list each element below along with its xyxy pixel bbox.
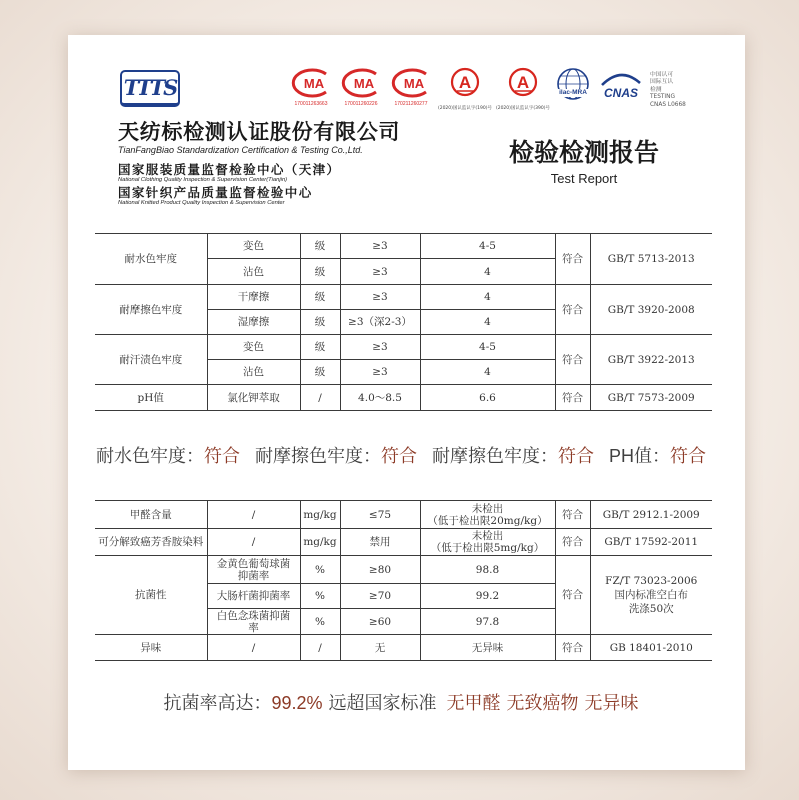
- table-row: [95, 335, 712, 360]
- cnas-line: 检测: [650, 86, 662, 93]
- standard-line: FZ/T 73023-2006: [605, 575, 698, 587]
- summary-verdict: 符合: [670, 446, 707, 466]
- cal-mark-2: [494, 66, 552, 112]
- sub-item-cell: 变色: [207, 335, 300, 360]
- verdict-cell: 符合: [555, 635, 590, 661]
- test-item-cell: 耐摩擦色牢度: [95, 285, 207, 335]
- clothing-center-en: National Clothing Quality Inspection & Supervision Center(Tianjin): [118, 177, 288, 183]
- requirement-cell: 4.0～8.5: [340, 385, 420, 411]
- requirement-cell: ≥3: [340, 234, 420, 259]
- cal-icon: [449, 66, 481, 98]
- summary-label: 抗菌率高达：: [163, 693, 272, 713]
- table-row: [95, 385, 712, 411]
- verdict-cell: 符合: [555, 529, 590, 556]
- cal-caption: (2020)国认监认字(190)号: [437, 106, 493, 111]
- result-cell: [420, 501, 555, 529]
- cma-icon: [289, 68, 333, 98]
- result-line: 未检出: [471, 530, 504, 542]
- summary-item: [255, 446, 417, 466]
- requirement-cell: ≥3: [340, 360, 420, 385]
- cma-icon: [389, 68, 433, 98]
- result-line: 未检出: [471, 502, 504, 515]
- result-line: （低于检出限20mg/kg）: [427, 514, 548, 527]
- test-item-cell: 抗菌性: [95, 556, 207, 635]
- test-item-cell: 异味: [95, 635, 207, 661]
- summary-verdict: 符合: [203, 446, 240, 466]
- cma-mark-1: [288, 68, 334, 107]
- unit-cell: %: [300, 556, 340, 584]
- test-item-cell: 可分解致癌芳香胺染料: [95, 529, 207, 556]
- result-line: （低于检出限5mg/kg）: [430, 542, 545, 554]
- sub-item-cell: /: [207, 501, 300, 529]
- ilac-mra-caption: ilac-MRA: [553, 89, 593, 97]
- sub-item-label: 金黄色葡萄球菌抑菌率: [216, 557, 291, 582]
- sub-item-cell: [207, 556, 300, 584]
- table-row: [95, 529, 712, 556]
- result-cell: 无异味: [420, 635, 555, 661]
- result-cell: 4-5: [420, 234, 555, 259]
- verdict-cell: 符合: [555, 385, 590, 411]
- claim-no-formaldehyde: 无甲醛: [446, 693, 501, 713]
- requirement-cell: ≥60: [340, 609, 420, 635]
- sub-item-cell: [207, 584, 300, 609]
- standard-cell: GB/T 17592-2011: [590, 529, 712, 556]
- result-cell: [420, 529, 555, 556]
- sub-item-label: 大肠杆菌抑菌率: [216, 590, 291, 602]
- verdict-cell: 符合: [555, 556, 590, 635]
- cnas-line: CNAS L0668: [650, 101, 686, 108]
- requirement-cell: ≤75: [340, 501, 420, 529]
- requirement-cell: ≥80: [340, 556, 420, 584]
- summary-label: 耐水色牢度：: [95, 446, 204, 466]
- sub-item-cell: /: [207, 635, 300, 661]
- standard-line: 国内标准空白布: [614, 589, 688, 601]
- cnas-icon: [598, 70, 644, 102]
- unit-cell: /: [300, 385, 340, 411]
- result-cell: 4: [420, 310, 555, 335]
- report-title: 检验检测报告: [508, 138, 659, 167]
- unit-cell: mg/kg: [300, 529, 340, 556]
- knitted-center-cn: 国家针织产品质量监督检验中心: [118, 185, 313, 200]
- unit-cell: %: [300, 609, 340, 635]
- standard-cell: GB/T 7573-2009: [590, 385, 712, 411]
- cma-number: 170211260277: [394, 101, 428, 107]
- result-cell: 4-5: [420, 335, 555, 360]
- standard-line: 洗涤50次: [628, 603, 674, 615]
- safety-antibacterial-table: [95, 500, 712, 661]
- claim-no-odor: 无异味: [584, 693, 639, 713]
- unit-cell: %: [300, 584, 340, 609]
- cma-number: 170011263663: [294, 101, 328, 107]
- svg-text:MA: MA: [353, 76, 375, 91]
- cal-icon: [507, 66, 539, 98]
- summary-label: PH值：: [609, 446, 671, 466]
- summary-label: 耐摩擦色牢度：: [432, 446, 558, 466]
- unit-cell: 级: [300, 310, 340, 335]
- result-cell: 97.8: [420, 609, 555, 635]
- antibacterial-summary: [60, 691, 742, 715]
- test-item-cell: 甲醛含量: [95, 501, 207, 529]
- cal-caption: (2020)国认监认字(390)号: [495, 106, 551, 111]
- ttts-logo: [120, 70, 180, 107]
- requirement-cell: ≥3（深2-3）: [340, 310, 420, 335]
- requirement-cell: ≥70: [340, 584, 420, 609]
- claim-no-carcinogen: 无致癌物: [506, 693, 579, 713]
- cnas-accreditation-text: [650, 72, 686, 109]
- unit-cell: /: [300, 635, 340, 661]
- summary-item: [432, 446, 594, 466]
- result-cell: 98.8: [420, 556, 555, 584]
- clothing-center-cn: 国家服装质量监督检验中心（天津）: [118, 162, 341, 177]
- summary-item: [96, 446, 240, 466]
- antibacterial-rate: 99.2%: [271, 693, 323, 713]
- company-name-cn: 天纺标检测认证股份有限公司: [118, 120, 401, 144]
- color-fastness-table: [95, 233, 712, 411]
- svg-text:MA: MA: [303, 76, 325, 91]
- standard-cell: GB 18401-2010: [590, 635, 712, 661]
- ilac-mra-mark: [553, 67, 593, 101]
- sub-item-cell: 氯化钾萃取: [207, 385, 300, 411]
- sub-item-cell: 变色: [207, 234, 300, 259]
- sub-item-cell: 湿摩擦: [207, 310, 300, 335]
- ttts-logo-text: TTTS: [123, 75, 177, 100]
- requirement-cell: ≥3: [340, 335, 420, 360]
- unit-cell: 级: [300, 285, 340, 310]
- verdict-cell: 符合: [555, 335, 590, 385]
- summary-item: [609, 446, 706, 466]
- requirement-cell: 禁用: [340, 529, 420, 556]
- sub-item-cell: /: [207, 529, 300, 556]
- result-cell: 4: [420, 259, 555, 285]
- unit-cell: mg/kg: [300, 501, 340, 529]
- summary-verdict: 符合: [380, 446, 417, 466]
- result-cell: 4: [420, 360, 555, 385]
- requirement-cell: ≥3: [340, 285, 420, 310]
- cma-icon: [339, 68, 383, 98]
- requirement-cell: ≥3: [340, 259, 420, 285]
- standard-cell: [590, 556, 712, 635]
- table-row: [95, 285, 712, 310]
- table-row: [95, 556, 712, 584]
- test-item-cell: 耐水色牢度: [95, 234, 207, 285]
- cnas-line: 国际互认: [650, 79, 674, 86]
- cal-mark-1: [436, 66, 494, 112]
- svg-text:MA: MA: [403, 76, 425, 91]
- verdict-cell: 符合: [555, 285, 590, 335]
- requirement-cell: 无: [340, 635, 420, 661]
- cnas-mark: [598, 70, 644, 102]
- table-row: [95, 234, 712, 259]
- sub-item-cell: 干摩擦: [207, 285, 300, 310]
- sub-item-cell: 沾色: [207, 259, 300, 285]
- summary-label: 耐摩擦色牢度：: [254, 446, 381, 466]
- unit-cell: 级: [300, 360, 340, 385]
- cma-mark-2: [338, 68, 384, 107]
- cma-number: 170011260226: [344, 101, 378, 107]
- result-cell: 6.6: [420, 385, 555, 411]
- verdict-cell: 符合: [555, 501, 590, 529]
- svg-text:CNAS: CNAS: [603, 86, 639, 100]
- sub-item-cell: [207, 609, 300, 635]
- cma-mark-3: [388, 68, 434, 107]
- svg-text:A: A: [516, 73, 530, 92]
- standard-cell: GB/T 5713-2013: [590, 234, 712, 285]
- result-cell: 99.2: [420, 584, 555, 609]
- test-item-cell: pH值: [95, 385, 207, 411]
- result-cell: 4: [420, 285, 555, 310]
- unit-cell: 级: [300, 335, 340, 360]
- table-row: [95, 501, 712, 529]
- table-row: [95, 635, 712, 661]
- test-item-cell: 耐汗渍色牢度: [95, 335, 207, 385]
- cnas-line: 中国认可: [650, 72, 674, 78]
- standard-cell: GB/T 2912.1-2009: [590, 501, 712, 529]
- company-name-en: TianFangBiao Standardization Certification & Testing Co.,Ltd.: [118, 145, 363, 155]
- standard-cell: GB/T 3920-2008: [590, 285, 712, 335]
- verdict-cell: 符合: [555, 234, 590, 285]
- unit-cell: 级: [300, 234, 340, 259]
- sub-item-cell: 沾色: [207, 360, 300, 385]
- report-title-en: Test Report: [550, 171, 618, 186]
- sub-item-label: 白色念珠菌抑菌率: [216, 609, 291, 634]
- knitted-center-en: National Knitted Product Quality Inspection & Supervision Center: [118, 200, 285, 206]
- summary-verdict: 符合: [558, 446, 594, 466]
- standard-cell: GB/T 3922-2013: [590, 335, 712, 385]
- unit-cell: 级: [300, 259, 340, 285]
- cnas-line: TESTING: [650, 94, 675, 101]
- svg-text:A: A: [458, 73, 472, 92]
- color-fastness-summary: [60, 444, 742, 468]
- summary-comparison: 远超国家标准: [328, 693, 437, 713]
